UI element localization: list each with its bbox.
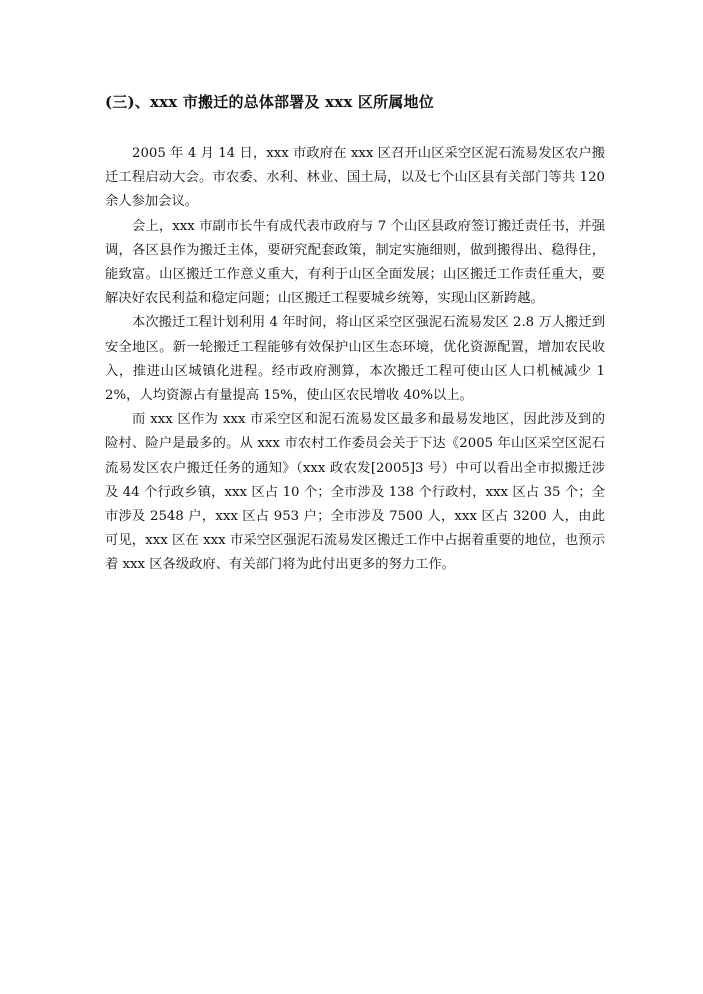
paragraph-responsibility: 会上，xxx 市副市长牛有成代表市政府与 7 个山区县政府签订搬迁责任书，并强调，各区县作为搬迁主体，要研究配套政策，制定实施细则，做到搬得出、稳得住，能致富。山区搬迁工作意义重大，有利于山区全面发展；山区搬迁工作责任重大，要解决好农民利益和稳定问题；山区搬迁工程要城乡统筹，实现山区新跨越。: [105, 218, 605, 307]
paragraph-meeting: 2005 年 4 月 14 日，xxx 市政府在 xxx 区召开山区采空区泥石流易发区农户搬迁工程启动大会。市农委、水利、林业、国土局，以及七个山区县有关部门等共 120 余人参加会议。: [105, 146, 605, 210]
paragraph-plan: 本次搬迁工程计划利用 4 年时间，将山区采空区强泥石流易发区 2.8 万人搬迁到安全地区。新一轮搬迁工程能够有效保护山区生态环境，优化资源配置，增加农民收入，推进山区城镇化进程。经市政府测算，本次搬迁工程可使山区人口机械减少 12%，人均资源占有量提高 15%，使山区农民增收 40%以上。: [105, 315, 605, 404]
section-heading: (三)、xxx 市搬迁的总体部署及 xxx 区所属地位: [105, 93, 434, 111]
paragraph-district-status: 而 xxx 区作为 xxx 市采空区和泥石流易发区最多和最易发地区，因此涉及到的险村、险户是最多的。从 xxx 市农村工作委员会关于下达《2005 年山区采空区泥石流易发区农户搬迁任务的通知》（xxx 政农发[2005]3 号）中可以看出全市拟搬迁涉及 44 个行政乡镇，xxx 区占 10 个；全市涉及 138 个行政村，xxx 区占 35 个；全市涉及 2548 户，xxx 区占 953 户；全市涉及 7500 人，xxx 区占 3200 人，由此可见，xxx 区在 xxx 市采空区强泥石流易发区搬迁工作中占据着重要的地位，也预示着 xxx 区各级政府、有关部门将为此付出更多的努力工作。: [105, 412, 605, 573]
document-body: [105, 142, 605, 578]
